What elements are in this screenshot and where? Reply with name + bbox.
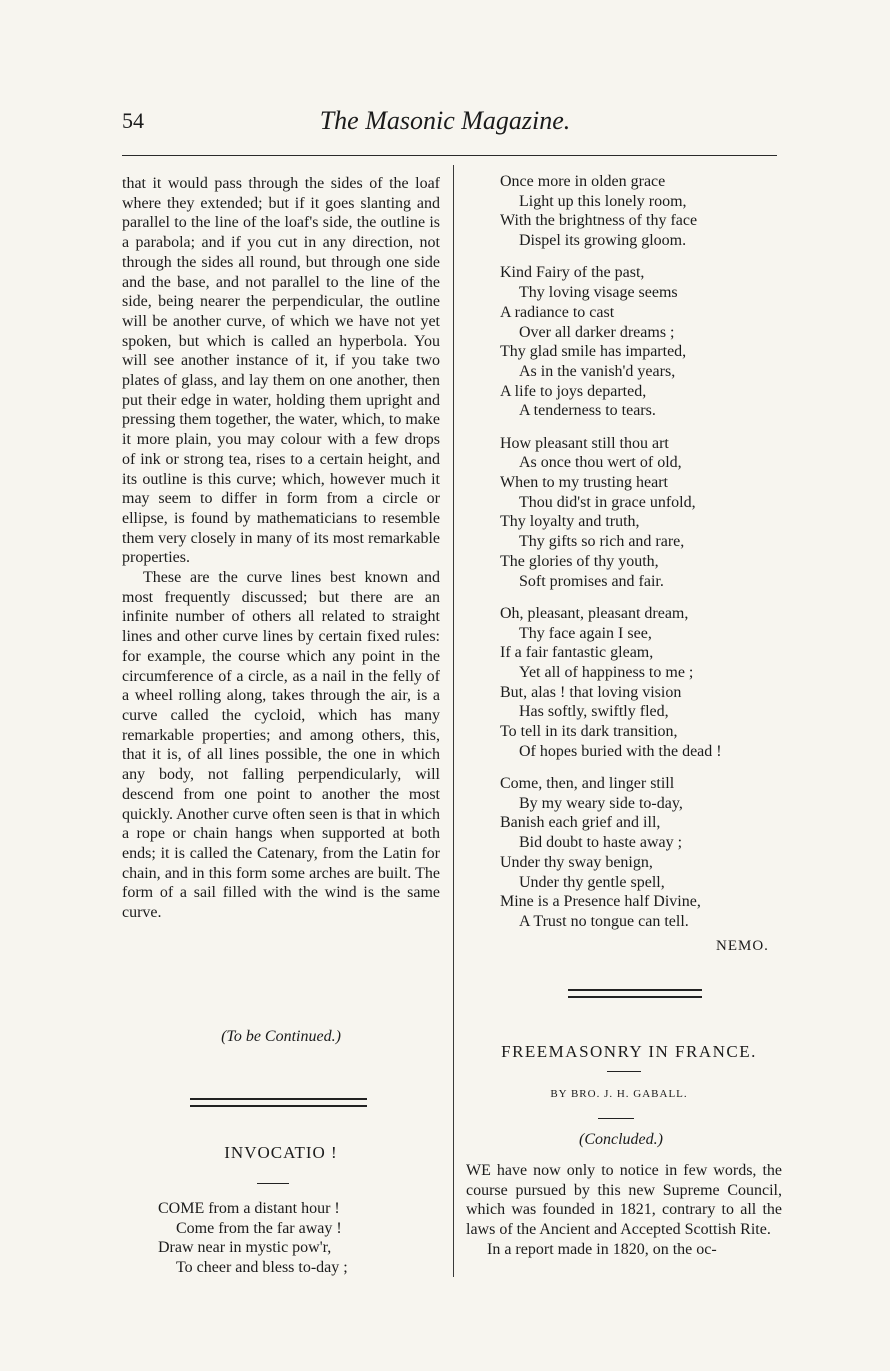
poem-line: By my weary side to-day, — [519, 794, 683, 812]
poem-line: Thou did'st in grace unfold, — [519, 493, 696, 511]
poem-line: Banish each grief and ill, — [500, 814, 661, 832]
poem-line: Of hopes buried with the dead ! — [519, 742, 722, 760]
poem-line: The glories of thy youth, — [500, 552, 659, 570]
poem-line: As once thou wert of old, — [519, 454, 682, 472]
poem-line: A Trust no tongue can tell. — [519, 912, 689, 930]
poem-line: Bid doubt to haste away ; — [519, 834, 683, 852]
poem-line: How pleasant still thou art — [500, 434, 669, 452]
poem-line: Under thy sway benign, — [500, 853, 653, 871]
poem-line: Thy loving visage seems — [519, 284, 678, 302]
article-paragraph: In a report made in 1820, on the oc- — [487, 1240, 717, 1258]
left-column-text — [122, 174, 440, 923]
byline-rule — [598, 1118, 634, 1119]
poem-line: When to my trusting heart — [500, 474, 668, 492]
poem-line: To tell in its dark transition, — [500, 723, 678, 741]
poem-line: Under thy gentle spell, — [519, 873, 665, 891]
poem-line: A life to joys departed, — [500, 382, 647, 400]
poem-line: Come, then, and linger still — [500, 775, 675, 793]
poem-line: To cheer and bless to-day ; — [176, 1259, 348, 1277]
poem-line: Has softly, swiftly fled, — [519, 703, 669, 721]
poem-line: With the brightness of thy face — [500, 212, 698, 230]
to-be-continued: (To be Continued.) — [221, 1028, 341, 1045]
title-rule — [257, 1183, 289, 1184]
poem-line: As in the vanish'd years, — [519, 362, 676, 380]
poem-line: Thy gifts so rich and rare, — [519, 533, 685, 551]
concluded-note: (Concluded.) — [579, 1131, 663, 1148]
poem-line: Draw near in mystic pow'r, — [158, 1239, 332, 1257]
stanza — [500, 263, 722, 421]
stanza — [500, 604, 722, 762]
poem-continued — [500, 172, 722, 944]
column-divider — [453, 165, 454, 1277]
poem-line: Soft promises and fair. — [519, 572, 664, 590]
poem-line: Come from the far away ! — [176, 1219, 342, 1237]
paragraph-curves-2: These are the curve lines best known and most frequently discussed; but there are an infinite number of others all related to straight lines and other curve lines by certain fixed rules: for example, the course which any point in the circumference of a circle, as a nail in the felly of a wheel rolling along, takes through the air, is a curve called the cycloid, which has many remarkable properties; and among others, this, that it is, of all lines possible, the one in which any body, not falling perpendicularly, will descend from one point to another the most quickly. Another curve often seen is that in which a rope or chain hangs when supported at both ends; it is called the Catenary, from the Latin for chain, and in this form some arches are built. The form of a sail filled with the wind is the same curve. — [122, 569, 440, 922]
poem-line: Thy face again I see, — [519, 624, 652, 642]
poem-line: Over all darker dreams ; — [519, 323, 675, 341]
poem-line: Dispel its growing gloom. — [519, 232, 687, 250]
poem-line: Thy glad smile has imparted, — [500, 343, 687, 361]
poem-opening — [158, 1199, 348, 1278]
poem-line: A tenderness to tears. — [519, 402, 656, 420]
section-divider-right — [568, 989, 702, 998]
article-title: FREEMASONRY IN FRANCE. — [501, 1042, 757, 1061]
poem-line: If a fair fantastic gleam, — [500, 644, 654, 662]
signature: NEMO. — [716, 938, 769, 954]
poem-line: COME from a distant hour ! — [158, 1200, 340, 1217]
poem-line: Mine is a Presence half Divine, — [500, 893, 701, 911]
poem-line: Thy loyalty and truth, — [500, 513, 640, 531]
poem-line: Light up this lonely room, — [519, 192, 687, 210]
poem-line: Kind Fairy of the past, — [500, 264, 645, 282]
poem-title: INVOCATIO ! — [224, 1143, 338, 1162]
article-body — [466, 1161, 782, 1260]
poem-line: Once more in olden grace — [500, 173, 666, 190]
poem-line: Yet all of happiness to me ; — [519, 663, 694, 681]
paragraph-curves-1: that it would pass through the sides of the loaf where they extended; but if it goes slanting and parallel to the line of the loaf's side, the outline is a parabola; and if you cut in any direction, not through the sides all round, but through one side and the base, and not parallel to the line of the side, being nearer the perpendicular, the outline will be another curve, of which we have not yet spoken, but which is called an hyperbola. You will see another instance of it, if you take two plates of glass, and lay them on one another, then put their edge in water, holding them upright and pressing them together, the water, which, to make it more plain, you may colour with a few drops of ink or strong tea, rises to a certain height, and its outline is this curve; which, however much it may seem to differ in form from a circle or ellipse, is found by mathematicians to resemble them very closely in many of its most remarkable properties. — [122, 175, 440, 567]
poem-line: But, alas ! that loving vision — [500, 683, 682, 701]
running-header: The Masonic Magazine. — [319, 106, 571, 135]
stanza — [500, 434, 722, 592]
section-divider-left — [190, 1098, 367, 1107]
page-number: 54 — [122, 108, 144, 133]
stanza — [500, 172, 722, 251]
article-byline: BY BRO. J. H. GABALL. — [550, 1088, 688, 1100]
stanza — [500, 774, 722, 932]
poem-line: Oh, pleasant, pleasant dream, — [500, 604, 689, 622]
poem-line: A radiance to cast — [500, 303, 615, 321]
header-rule — [122, 155, 777, 156]
article-paragraph: WE have now only to notice in few words, the course pursued by this new Supreme Council, which was founded in 1821, contrary to all the laws of the Ancient and Accepted Scottish Rite. — [466, 1162, 782, 1239]
title-rule — [607, 1071, 641, 1072]
